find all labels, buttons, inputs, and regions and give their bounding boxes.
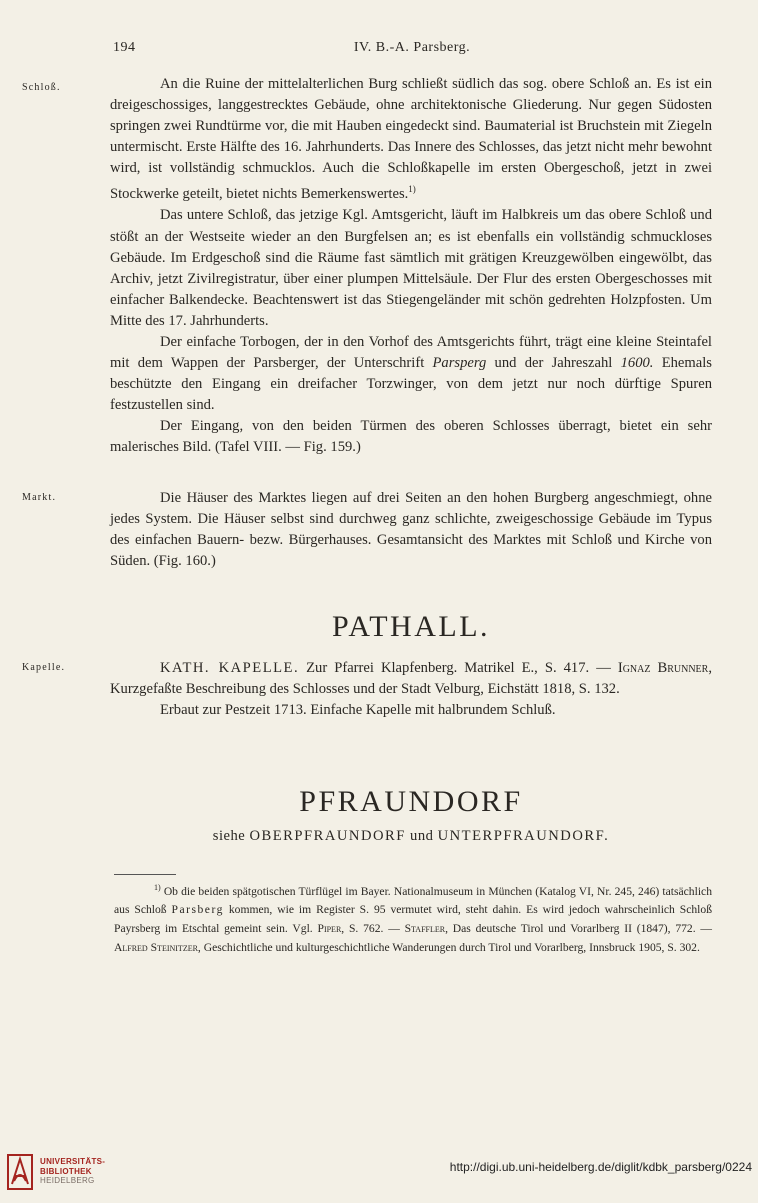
paragraph-markt: Die Häuser des Marktes liegen auf drei Seiten an den hohen Burgberg angeschmiegt, ohne jedes System. Die Häuser selbst sind durchweg ganz schlichte, zweigeschossige Gebäude im Typus des einfachen Bauern- bezw. Bürgerhauses. Gesamtansicht des Marktes mit Schloß und Kirche von Süden. (Fig. 160.)	[110, 490, 712, 570]
paragraph-pathall-ref: KATH. KAPELLE. Zur Pfarrei Klapfenberg. Matrikel E., S. 417. — Ignaz Brunner, Kurzgefaßte Beschreibung des Schlosses und der Stadt Velburg, Eichstätt 1818, S. 132.	[110, 660, 712, 698]
viewer-footer	[0, 1146, 758, 1203]
margin-note-schloss: Schloß.	[22, 82, 61, 93]
pfraundorf-crossref: siehe OBERPFRAUNDORF und UNTERPFRAUNDORF.	[212, 828, 610, 844]
paragraph-schloss-2: Das untere Schloß, das jetzige Kgl. Amtsgericht, läuft im Halbkreis um das obere Schloß und stößt an der Westseite wieder an den Burgfelsen an; es ist ebenfalls ein vollständig schmuckloses Gebäude. Im Erdgeschoß sind die Räume fast sämtlich mit grätigen Kreuzgewölben eingewölbt, das Archiv, jetzt Zivilregistratur, über einer plumpen Mittelsäule. Der Flur des ersten Obergeschosses mit einfacher Balkendecke. Beachtenswert ist das Stiegengeländer mit schön gedrehten Holzpfosten. Um Mitte des 17. Jahrhunderts.	[110, 207, 712, 329]
source-url-link[interactable]: http://digi.ub.uni-heidelberg.de/diglit/kdbk_parsberg/0224	[449, 1160, 752, 1174]
page-number: 194	[113, 40, 136, 55]
section-schloss	[110, 74, 712, 459]
kath-kapelle-label: KATH. KAPELLE.	[160, 660, 300, 676]
crossref-oberpfraundorf[interactable]: OBERPFRAUNDORF	[249, 828, 406, 844]
section-pathall	[110, 658, 712, 721]
running-title: IV. B.-A. Parsberg.	[353, 40, 471, 55]
paragraph-schloss-1: An die Ruine der mittelalterlichen Burg schließt südlich das sog. obere Schloß an. Es ist ein dreigeschossiges, langgestrecktes Gebäude, ohne architektonische Gliederung. Nur gegen Südosten springen zwei Rundtürme vor, die mit Hauben eingedeckt sind. Baumaterial ist Bruchstein mit Ziegeln untermischt. Erste Hälfte des 16. Jahrhunderts. Das Innere des Schlosses, das jetzt nicht mehr bewohnt wird, ist vollständig schmucklos. Auch die Schloßkapelle im ersten Obergeschoß, jetzt in zwei Stockwerke geteilt, bietet nichts Bemerkenswertes.$^{1)}$	[110, 76, 712, 203]
library-name: UNIVERSITÄTS- BIBLIOTHEK HEIDELBERG	[40, 1157, 106, 1185]
running-header	[113, 40, 711, 62]
footnote: $^{1)}$ Ob die beiden spätgotischen Türflügel im Bayer. Nationalmuseum in München (Katalog VI, Nr. 245, 246) tatsächlich aus Schloß Parsberg kommen, wie im Register S. 95 vermutet wird, steht dahin. Es wird jedoch wahrscheinlich Schloß Payrsberg im Etschtal gemeint sein. Vgl. Piper, S. 762. — Staffler, Das deutsche Tirol und Vorarlberg II (1847), 772. — Alfred Steinitzer, Geschichtliche und kulturgeschichtliche Wanderungen durch Tirol und Vorarlberg, Innsbruck 1905, S. 302.	[114, 883, 713, 954]
crossref-unterpfraundorf[interactable]: UNTERPFRAUNDORF.	[437, 828, 610, 844]
paragraph-schloss-4: Der Eingang, von den beiden Türmen des oberen Schlosses überragt, bietet ein sehr malerisches Bild. (Tafel VIII. — Fig. 159.)	[110, 418, 712, 456]
margin-note-kapelle: Kapelle.	[22, 662, 66, 673]
section-markt	[110, 488, 712, 572]
margin-note-markt: Markt.	[22, 492, 57, 503]
university-library-logo-icon[interactable]	[7, 1154, 33, 1190]
heading-pathall: PATHALL.	[331, 610, 491, 643]
paragraph-schloss-3: Der einfache Torbogen, der in den Vorhof des Amtsgerichts führt, trägt eine kleine Steintafel mit dem Wappen der Parsberger, der Unterschrift Parsperg und der Jahreszahl 1600. Ehemals beschützte den Eingang ein dreifacher Torzwinger, von dem jetzt nur noch dürftige Spuren festzustellen sind.	[110, 333, 712, 414]
heading-pfraundorf: PFRAUNDORF	[299, 785, 523, 818]
footnote-divider	[114, 874, 176, 875]
paragraph-pathall-desc: Erbaut zur Pestzeit 1713. Einfache Kapelle mit halbrundem Schluß.	[160, 702, 556, 719]
footnote-ref[interactable]: 1)	[408, 184, 416, 195]
footnote-marker: 1)	[154, 883, 161, 892]
